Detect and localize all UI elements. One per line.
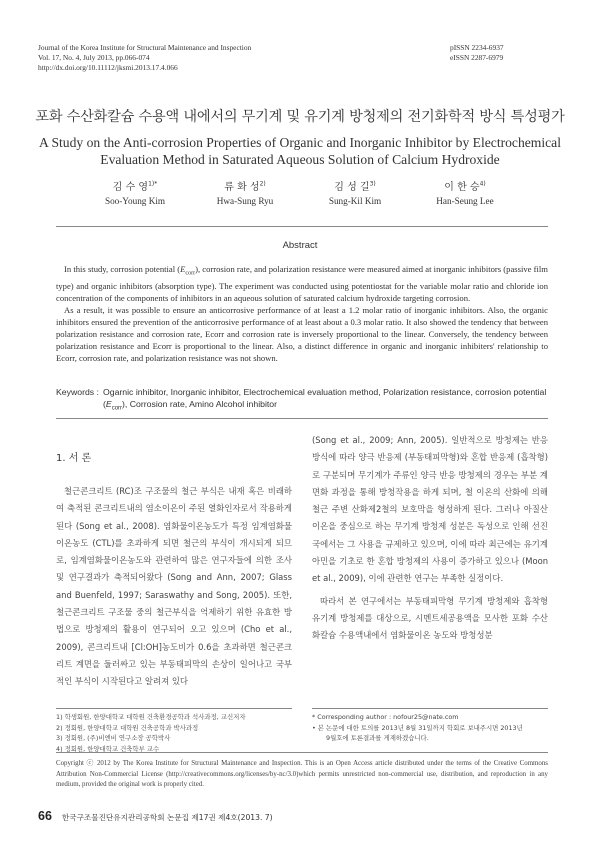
keywords-text: ), Corrosion rate, Amino Alcohol inhibitor — [122, 398, 278, 409]
keywords-list — [103, 387, 548, 415]
discussion-note: • 본 논문에 대한 토의를 2013년 8월 31일까지 학회로 보내주시면 2013년 — [312, 723, 523, 732]
footnote-1: 1) 학생회원, 한양대학교 대학원 건축환경공학과 석사과정, 교신저자 — [56, 713, 246, 721]
title-english-line-2: Evaluation Method in Saturated Aqueous Solution of Calcium Hydroxide — [100, 152, 500, 167]
divider-bottom — [56, 418, 548, 419]
author-footnotes — [56, 708, 292, 754]
keywords-text: Ogarnic inhibitor, Inorganic inhibitor, Electrochemical evaluation method, Polarization resistance, corrosion potential ( — [102, 387, 547, 409]
intro-paragraph-1: 철근콘크리트 (RC)조 구조물의 철근 부식은 내재 혹은 비래하여 축적된 콘크리트내의 염소이온이 주된 열화인자로서 작용하게 된다 (Song et al., 2008). 염화물이온농도가 특정 임계염화물이온농도 (CTL)를 초과하게 되면 철근의 부식이 개시되게 되므로, 임계염화물이온농도와 관련하여 많은 연구자들에 의한 조사 및 연구결과가 축적되어왔다 (Song and Ann, 2007; Glass and Buenfeld, 1997; Saraswathy and Song, 2005). 또한, 철근콘크리트 구조물 중의 철근부식을 억제하기 위한 유효한 방법으로 방청제의 활용이 연구되어 오고 있으며 (Cho et al., 2009), 콘크리트내 [Cl:OH]농도비가 0.6을 초과하면 철근콘크리트 계면을 둘러싸고 있는 부동태피막의 손상이 일어나고 국부적인 부식이 시작된다고 알려져 있다 — [56, 486, 292, 687]
author-name-ko: 김 수 영 — [112, 182, 149, 193]
abstract-text: ), corrosion rate, and polarization resistance were measured aimed at inorganic inhibitors (passive film type) and organic inhibitors (absorption type). The experiment was conducted using potentiostat for the variable molar ratio and chloride ion concentration of the components of inhibitors in an aqueous solution of saturated calcium hydroxide targeting corrosion. — [56, 264, 548, 303]
page-footer — [38, 809, 273, 823]
author-name-ko: 이 한 승 — [444, 182, 480, 193]
footer-journal: 한국구조물진단유지관리공학회 논문집 제17권 제4호(2013. 7) — [61, 813, 273, 822]
footnote-3: 3) 정회원, (주)비엔비 연구소장 공학박사 — [56, 734, 171, 742]
author-mark: 2) — [259, 180, 266, 188]
issn-block — [436, 43, 556, 63]
abstract-paragraph-1 — [56, 263, 548, 304]
divider-top — [56, 226, 548, 227]
author-mark: 4) — [479, 180, 486, 188]
eissn: eISSN 2287-6979 — [450, 53, 504, 62]
title-english — [30, 134, 570, 168]
section-heading-introduction: 1. 서 론 — [56, 453, 92, 464]
journal-header — [38, 43, 338, 73]
discussion-note-cont: 9월호에 토론결과를 게재하겠습니다. — [326, 734, 429, 742]
abstract-body — [56, 263, 548, 364]
author-4 — [415, 178, 515, 206]
ecorr-subscript: corr — [185, 270, 196, 277]
journal-volume: Vol. 17, No. 4, July 2013, pp.066-074 — [38, 53, 150, 62]
ecorr-symbol: E — [180, 264, 186, 274]
keywords — [56, 387, 548, 415]
journal-name: Journal of the Korea Institute for Structural Maintenance and Inspection — [38, 43, 252, 52]
footnote-2: 2) 정회원, 한양대학교 대학원 건축공학과 박사과정 — [56, 723, 199, 732]
abstract-text: In this study, corrosion potential ( — [64, 264, 181, 274]
author-mark: 1)* — [148, 180, 158, 188]
divider-copyright — [56, 752, 548, 753]
abstract-heading: Abstract — [282, 240, 318, 251]
correspondence-notes — [312, 708, 548, 744]
intro-paragraph-2: (Song et al., 2009; Ann, 2005). 일반적으로 방청제는 반응 방식에 따라 양극 반응제 (부동태피막형)와 혼합 반응제 (흡착형)로 구분되며 무기계가 주류인 양극 반응 방청제의 경우는 부분 계면화 과정을 통해 방청작용을 하게 되며, 철 이온의 산화에 의해 철근 주변 산화제2철의 보호막을 형성하게 된다. 그러나 아질산이온을 중심으로 하는 무기계 방청제 성분은 독성으로 인해 선진국에서는 그 사용을 규제하고 있으며, 이에 따라 최근에는 유기계 아민을 기초로 한 혼합 방청제의 사용이 증가하고 있으나 (Moon et al., 2009), 이에 관련한 연구는 부족한 실정이다. — [312, 435, 548, 584]
footnote-divider — [56, 708, 292, 709]
author-list — [80, 178, 520, 206]
author-name-ko: 김 성 길 — [334, 182, 370, 193]
author-1 — [85, 178, 185, 206]
intro-paragraph-3: 따라서 본 연구에서는 부동태피막형 무기계 방청제와 흡착형 유기계 방청제를 대상으로, 시멘트세공용액을 모사한 포화 수산화칼슘 수용액내에서 염화물이온 농도와 방청성분 — [312, 595, 548, 641]
body-column-left — [56, 483, 292, 691]
title-english-line-1: A Study on the Anti-corrosion Properties of Organic and Inorganic Inhibitor by Electrochemical — [39, 135, 561, 150]
author-name-ko: 류 화 성 — [224, 182, 260, 193]
author-name-en: Soo-Young Kim — [104, 196, 166, 206]
footnote-4: 4) 정회원, 한양대학교 건축학부 교수 — [56, 744, 160, 753]
author-3 — [305, 178, 405, 206]
author-mark: 3) — [369, 180, 376, 188]
doi-link[interactable]: http://dx.doi.org/10.11112/jksmi.2013.17.4.066 — [38, 63, 178, 72]
page-number: 66 — [38, 809, 52, 823]
abstract-paragraph-2: As a result, it was possible to ensure an anticorrosive performance of at least a 1.2 molar ratio of inorganic inhibitors. Also, the organic inhibitors ensured the prevention of the anticorrosive performance of at least about a 0.3 molar ratio. It also showed the tendency that between polarization resistance and corrosion rate, Ecorr and corrosion rate is inversely proportional to the linear. Conversely, the tendency between polarization resistance and Ecorr is proportional to the linear. Also, a distinct difference in organic and inorganic inhibiters' relationship to Ecorr, corrosion rate, and polarization resistance was not shown. — [56, 305, 548, 364]
body-column-right — [312, 432, 548, 645]
corresponding-author: * Corresponding author : nofour25@nate.com — [312, 713, 459, 721]
author-name-en: Han-Seung Lee — [436, 196, 494, 206]
pissn: pISSN 2234-6937 — [450, 43, 504, 52]
footnote-divider — [312, 708, 548, 709]
copyright-notice: Copyright ⓒ 2012 by The Korea Institute for Structural Maintenance and Inspection. This is an Open Access article distributed under the terms of the Creative Commons Attribution Non-Commercial License (http://creativecommons.org/licenses/by-nc/3.0)which permits unrestricted non-commercial use, distribution, and reproduction in any medium, provided the original work is properly cited. — [56, 760, 548, 789]
ecorr-subscript: corr — [111, 405, 123, 412]
author-2 — [195, 178, 295, 206]
author-name-en: Hwa-Sung Ryu — [216, 196, 274, 206]
title-korean: 포화 수산화칼슘 수용액 내에서의 무기계 및 유기계 방청제의 전기화학적 방식 특성평가 — [35, 109, 565, 125]
author-name-en: Sung-Kil Kim — [328, 196, 382, 206]
ecorr-symbol: E — [105, 398, 112, 409]
keywords-label: Keywords : — [56, 387, 99, 397]
